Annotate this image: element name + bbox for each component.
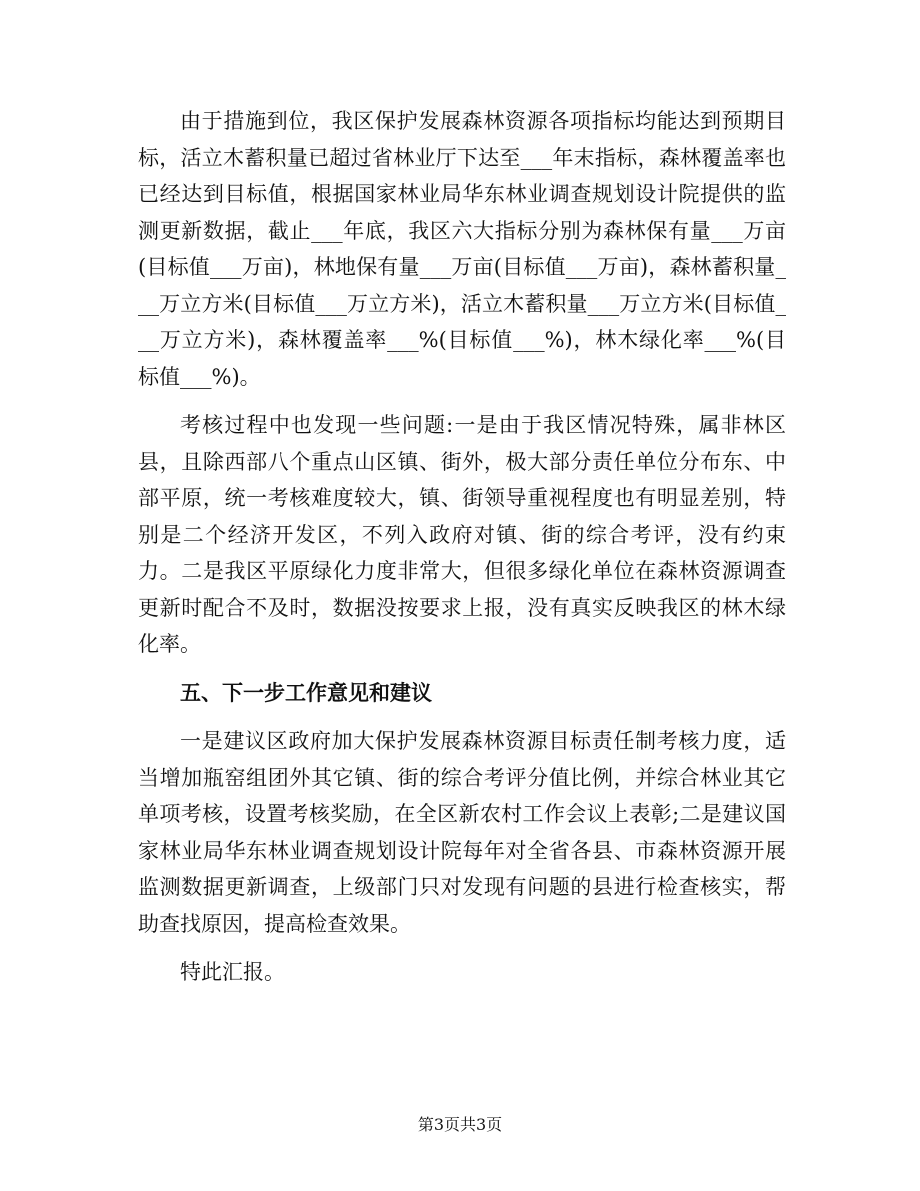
page-number-footer: 第3页共3页 [417,1115,503,1134]
section-heading: 五、下一步工作意见和建议 [180,679,432,705]
paragraph-closing: 特此汇报。 [180,960,285,984]
paragraph-suggestions: 一是建议区政府加大保护发展森林资源目标责任制考核力度，适当增加瓶窑组团外其它镇、街的综合考评分值比例，并综合林业其它单项考核，设置考核奖励，在全区新农村工作会议上表彰;二是建议国家林业局华东林业调查规划设计院每年对全省各县、市森林资源开展监测数据更新调查，上级部门只对发现有问题的县进行检查核实，帮助查找原因，提高检查效果。 [138,729,786,936]
document-body [138,103,786,1003]
paragraph-indicators: 由于措施到位，我区保护发展森林资源各项指标均能达到预期目标，活立木蓄积量已超过省林业厅下达至___年末指标，森林覆盖率也已经达到目标值，根据国家林业局华东林业调查规划设计院提供的监测更新数据，截止___年底，我区六大指标分别为森林保有量___万亩(目标值___万亩)，林地保有量___万亩(目标值___万亩)，森林蓄积量___万立方米(目标值___万立方米)，活立木蓄积量___万立方米(目标值___万立方米)，森林覆盖率___%(目标值___%)，林木绿化率___%(目标值___%)。 [138,109,786,389]
paragraph-problems: 考核过程中也发现一些问题:一是由于我区情况特殊，属非林区县，且除西部八个重点山区镇、街外，极大部分责任单位分布东、中部平原，统一考核难度较大，镇、街领导重视程度也有明显差别，特别是二个经济开发区，不列入政府对镇、街的综合考评，没有约束力。二是我区平原绿化力度非常大，但很多绿化单位在森林资源调查更新时配合不及时，数据没按要求上报，没有真实反映我区的林木绿化率。 [138,413,786,656]
